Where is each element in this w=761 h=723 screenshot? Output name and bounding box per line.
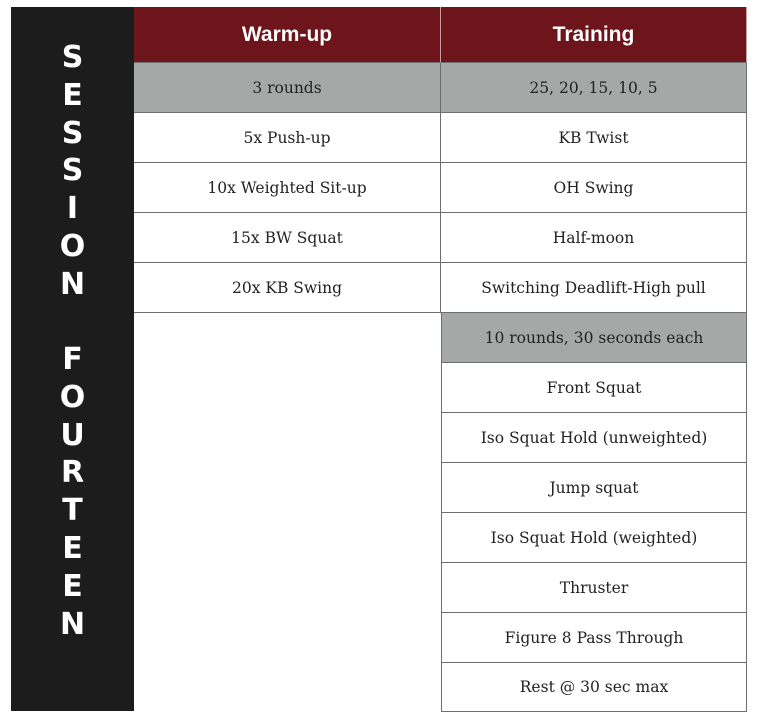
warmup-header: Warm-up <box>134 7 441 63</box>
warmup-subheader: 3 rounds <box>134 63 441 113</box>
side-letter: E <box>62 77 83 113</box>
session-side-banner <box>11 7 134 711</box>
fourteen-word <box>11 341 134 643</box>
side-letter: T <box>62 493 83 529</box>
training-item: Front Squat <box>441 363 747 413</box>
training-subheader-2: 10 rounds, 30 seconds each <box>441 313 747 363</box>
side-letter: E <box>62 568 83 604</box>
warmup-item: 5x Push-up <box>134 113 441 163</box>
side-letter: S <box>61 115 84 151</box>
side-letter: U <box>60 417 85 453</box>
training-item: Switching Deadlift-High pull <box>441 263 747 313</box>
training-item: Thruster <box>441 563 747 613</box>
side-letter: O <box>59 379 86 415</box>
training-header: Training <box>441 7 747 63</box>
side-letter: F <box>62 342 83 377</box>
warmup-item: 10x Weighted Sit-up <box>134 163 441 213</box>
side-letter: O <box>59 228 86 264</box>
training-item: Rest @ 30 sec max <box>441 663 747 712</box>
side-letter: N <box>59 266 86 302</box>
warmup-item: 15x BW Squat <box>134 213 441 263</box>
side-letter: E <box>62 530 83 566</box>
training-subheader: 25, 20, 15, 10, 5 <box>441 63 747 113</box>
training-item: Half-moon <box>441 213 747 263</box>
side-letter: N <box>59 606 86 642</box>
side-letter: S <box>61 40 84 75</box>
side-letter: S <box>61 153 84 189</box>
side-letter: I <box>66 191 79 227</box>
training-item: Iso Squat Hold (weighted) <box>441 513 747 563</box>
session-word <box>11 39 134 304</box>
training-item: Iso Squat Hold (unweighted) <box>441 413 747 463</box>
side-letter: R <box>60 455 85 491</box>
training-item: OH Swing <box>441 163 747 213</box>
warmup-item: 20x KB Swing <box>134 263 441 313</box>
training-item: Jump squat <box>441 463 747 513</box>
training-item: KB Twist <box>441 113 747 163</box>
training-item: Figure 8 Pass Through <box>441 613 747 663</box>
